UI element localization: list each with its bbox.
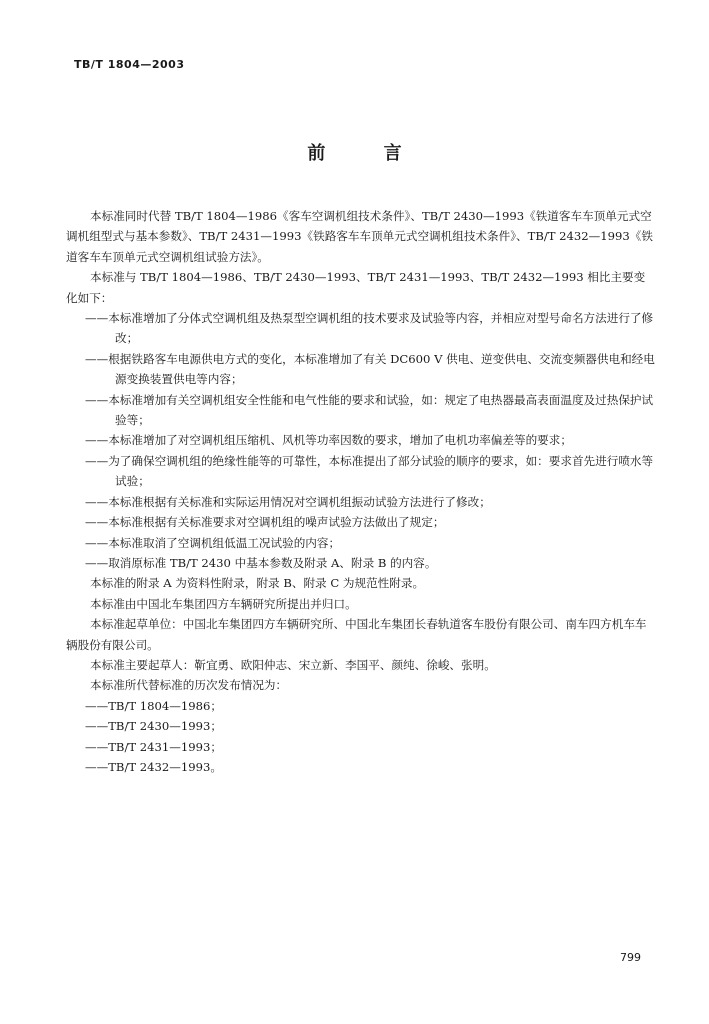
paragraph-changes-intro: 本标准与 TB/T 1804—1986、TB/T 2430—1993、TB/T 2431—1993、TB/T 2432—1993 相比主要变化如下： — [66, 270, 646, 305]
history-item: ——TB/T 2431—1993； — [85, 739, 222, 754]
change-item: ——本标准增加了对空调机组压缩机、风机等功率因数的要求，增加了电机功率偏差等的要求； — [85, 433, 572, 448]
change-item: ——本标准根据有关标准和实际运用情况对空调机组振动试验方法进行了修改； — [85, 494, 491, 509]
drafting-units: 本标准起草单位：中国北车集团四方车辆研究所、中国北车集团长春轨道客车股份有限公司、南车四方机车车辆股份有限公司。 — [66, 617, 647, 652]
standard-code-header: TB/T 1804—2003 — [74, 58, 185, 71]
page-number: 799 — [620, 951, 641, 964]
change-item: ——本标准增加有关空调机组安全性能和电气性能的要求和试验，如：规定了电热器最高表面温度及过热保护试验等； — [85, 392, 654, 428]
change-item: ——根据铁路客车电源供电方式的变化，本标准增加了有关 DC600 V 供电、逆变供电、交流变频器供电和经电源变换装置供电等内容； — [85, 351, 655, 387]
proposer-info: 本标准由中国北车集团四方车辆研究所提出并归口。 — [90, 596, 357, 611]
history-intro: 本标准所代替标准的历次发布情况为： — [90, 678, 288, 693]
change-item: ——本标准增加了分体式空调机组及热泵型空调机组的技术要求及试验等内容，并相应对型号命名方法进行了修改； — [85, 311, 654, 346]
change-item: ——本标准取消了空调机组低温工况试验的内容； — [85, 535, 341, 550]
paragraph-replaces: 本标准同时代替 TB/T 1804—1986《客车空调机组技术条件》、TB/T 2430—1993《铁道客车车顶单元式空调机组型式与基本参数》、TB/T 2431—1993《铁路客车车顶单元式空调机组技术条件》、TB/T 2432—1993《铁道客车车顶单元式空调机组试验方法》。 — [66, 209, 653, 264]
change-item: ——取消原标准 TB/T 2430 中基本参数及附录 A、附录 B 的内容。 — [85, 555, 437, 570]
appendix-info: 本标准的附录 A 为资料性附录，附录 B、附录 C 为规范性附录。 — [90, 576, 425, 591]
history-item: ——TB/T 1804—1986； — [85, 698, 222, 713]
page-title: 前 言 — [307, 143, 428, 164]
history-item: ——TB/T 2430—1993； — [85, 719, 222, 734]
drafters: 本标准主要起草人：靳宜勇、欧阳仲志、宋立新、李国平、颜纯、徐峻、张明。 — [90, 657, 496, 672]
foreword-body — [66, 206, 656, 777]
history-item: ——TB/T 2432—1993。 — [85, 759, 222, 774]
change-item: ——本标准根据有关标准要求对空调机组的噪声试验方法做出了规定； — [85, 515, 445, 530]
change-item: ——为了确保空调机组的绝缘性能等的可靠性，本标准提出了部分试验的顺序的要求，如：要求首先进行喷水等试验； — [85, 453, 654, 489]
